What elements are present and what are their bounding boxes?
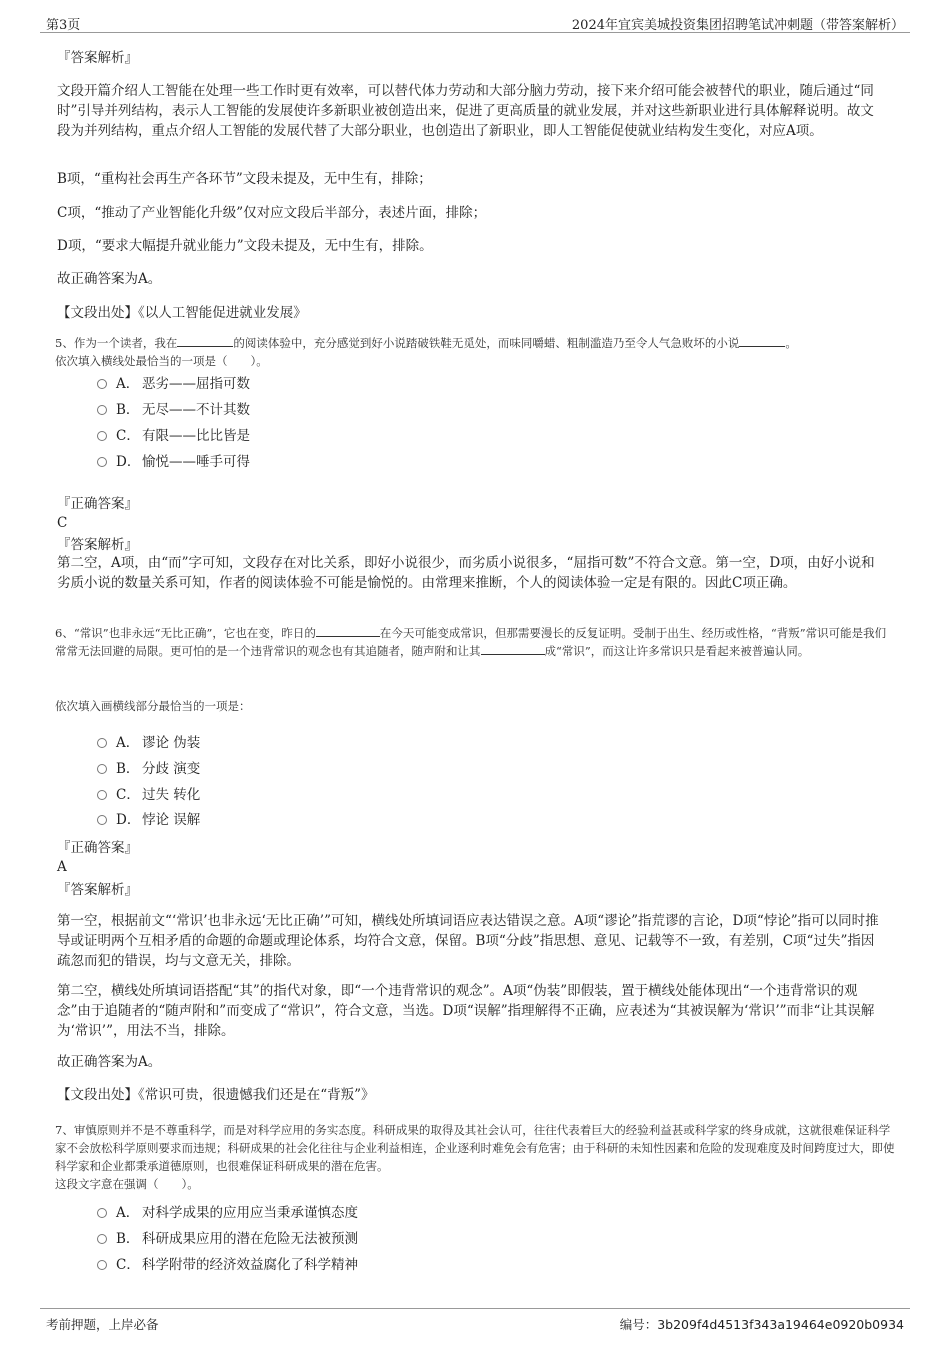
- q6-analysis-label: 『答案解析』: [57, 882, 138, 898]
- q6-option-a[interactable]: A． 谬论 伪装: [97, 733, 200, 753]
- q4-analysis-label: 『答案解析』: [57, 50, 138, 66]
- q4-analysis-option-c: C项，“推动了产业智能化升级”仅对应文段后半部分，表述片面，排除；: [57, 205, 487, 221]
- radio-icon[interactable]: [97, 1260, 107, 1270]
- page-number: 第3页: [46, 18, 81, 33]
- q5-blank-2: [739, 334, 785, 347]
- q7-option-b[interactable]: B． 科研成果应用的潜在危险无法被预测: [97, 1229, 358, 1249]
- q7-option-c[interactable]: C． 科学附带的经济效益腐化了科学精神: [97, 1255, 358, 1275]
- q6-source: 【文段出处】《常识可贵，很遗憾我们还是在“背叛”》: [57, 1087, 375, 1103]
- q5-answer: C: [57, 515, 68, 531]
- q6-conclusion: 故正确答案为A。: [57, 1054, 162, 1070]
- q6-option-c[interactable]: C． 过失 转化: [97, 785, 200, 805]
- radio-icon[interactable]: [97, 764, 107, 774]
- q4-analysis-paragraph: 文段开篇介绍人工智能在处理一些工作时更有效率，可以替代体力劳动和大部分脑力劳动，接下来介绍可能会被替代的职业，随后通过“同时”引导并列结构，表示人工智能的发展使许多新职业被创造出来，促进了更高质量的就业发展，并对这些新职业进行具体解释说明。故文段为并列结构，重点介绍人工智能的发展代替了大部分职业，也创造出了新职业，即人工智能促使就业结构发生变化，对应A项。: [57, 83, 874, 139]
- q5-option-d[interactable]: D． 愉悦——唾手可得: [97, 452, 250, 472]
- document-id: 编号：3b209f4d4513f343a19464e0920b0934: [619, 1317, 904, 1332]
- radio-icon[interactable]: [97, 815, 107, 825]
- q5-blank-1: [177, 334, 233, 347]
- q4-conclusion: 故正确答案为A。: [57, 271, 162, 287]
- q6-analysis-second-blank: 第二空，横线处所填词语搭配“其”的指代对象，即“一个违背常识的观念”。A项“伪装”即假装，置于横线处能体现出“一个违背常识的观念”由于追随者的“随声附和”而变成了“常识”，符合文意，当选。D项“误解”指理解得不正确，应表述为“其被误解为‘常识’”而非“让其误解为‘常识’”，用法不当，排除。: [57, 983, 875, 1039]
- q7-option-a[interactable]: A． 对科学成果的应用应当秉承谨慎态度: [97, 1203, 358, 1223]
- page-footer: [40, 1308, 910, 1333]
- q6-answer: A: [57, 859, 67, 875]
- q4-analysis-option-d: D项，“要求大幅提升就业能力”文段未提及，无中生有，排除。: [57, 238, 433, 254]
- q5-analysis: 第二空，A项，由“而”字可知，文段存在对比关系，即好小说很少，而劣质小说很多，“屈指可数”不符合文意。第一空，D项，由好小说和劣质小说的数量关系可知，作者的阅读体验不可能是愉悦的。由常理来推断，个人的阅读体验一定是有限的。因此C项正确。: [57, 555, 875, 591]
- document-title: 2024年宜宾美城投资集团招聘笔试冲刺题（带答案解析）: [571, 18, 904, 33]
- q5-analysis-label: 『答案解析』: [57, 537, 138, 553]
- radio-icon[interactable]: [97, 738, 107, 748]
- q6-instruction: 依次填入画横线部分最恰当的一项是：: [55, 699, 251, 713]
- footer-slogan: 考前押题，上岸必备: [46, 1317, 159, 1332]
- q6-blank-2: [481, 642, 545, 655]
- radio-icon[interactable]: [97, 1208, 107, 1218]
- q6-analysis-first-blank: 第一空，根据前文“‘常识’也非永远‘无比正确’”可知，横线处所填词语应表达错误之意。A项“谬论”指荒谬的言论，D项“悖论”指可以同时推导或证明两个互相矛盾的命题的命题或理论体系，均符合文意，保留。B项“分歧”指思想、意见、记载等不一致，有差别，C项“过失”指因疏忽而犯的错误，均与文意无关，排除。: [57, 913, 879, 969]
- q6-stem: 6、“常识”也非永远“无比正确”，它也在变，昨日的 在今天可能变成常识，但那需要漫长的反复证明。受制于出生、经历或性格，“背叛”常识可能是我们常常无法回避的局限。更可怕的是一个违背常识的观念也有其追随者，随声附和让其 成“常识”，而这让许多常识只是看起来被普遍认同。: [55, 626, 887, 658]
- q6-blank-1: [316, 624, 380, 637]
- radio-icon[interactable]: [97, 790, 107, 800]
- q4-analysis-option-b: B项，“重构社会再生产各环节”文段未提及，无中生有，排除；: [57, 171, 432, 187]
- page-header: [40, 12, 910, 33]
- radio-icon[interactable]: [97, 1234, 107, 1244]
- radio-icon[interactable]: [97, 431, 107, 441]
- q7-stem: 7、审慎原则并不是不尊重科学，而是对科学应用的务实态度。科研成果的取得及其社会认可，往往代表着巨大的经验利益甚或科学家的终身成就，这就很难保证科学家不会放松科学原则要求而违规；科研成果的社会化往往与企业利益相连，企业逐利时难免会有危害；由于科研的未知性因素和危险的发现难度及时间跨度过大，即使科学家和企业都秉承道德原则，也很难保证科研成果的潜在危害。 这段文字意在强调（ ）。: [55, 1123, 895, 1191]
- q5-stem: 5、作为一个读者，我在 的阅读体验中，充分感觉到好小说踏破铁鞋无觅处，而味同嚼蜡、粗制滥造乃至令人气急败坏的小说 。 依次填入横线处最恰当的一项是（ ）。: [55, 336, 797, 368]
- q5-answer-label: 『正确答案』: [57, 496, 138, 512]
- radio-icon[interactable]: [97, 379, 107, 389]
- q5-option-b[interactable]: B． 无尽——不计其数: [97, 400, 250, 420]
- radio-icon[interactable]: [97, 457, 107, 467]
- radio-icon[interactable]: [97, 405, 107, 415]
- q4-source: 【文段出处】《以人工智能促进就业发展》: [57, 305, 307, 321]
- q6-option-d[interactable]: D． 悖论 误解: [97, 810, 200, 830]
- q5-option-a[interactable]: A． 恶劣——屈指可数: [97, 374, 250, 394]
- q5-option-c[interactable]: C． 有限——比比皆是: [97, 426, 250, 446]
- q6-answer-label: 『正确答案』: [57, 840, 138, 856]
- q6-option-b[interactable]: B． 分歧 演变: [97, 759, 200, 779]
